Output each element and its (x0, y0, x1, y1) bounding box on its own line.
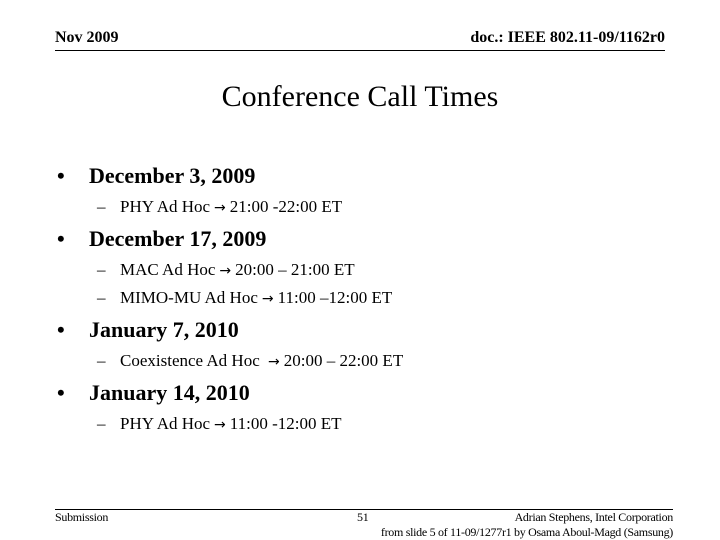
header-doc-id: doc.: IEEE 802.11-09/1162r0 (470, 29, 665, 46)
dash-icon: – (97, 288, 106, 307)
page-number: 51 (357, 510, 369, 524)
bullet-item (57, 226, 266, 252)
dash-icon: – (97, 351, 106, 370)
sub-item (97, 260, 355, 280)
slide-title: Conference Call Times (221, 80, 499, 113)
arrow-right-icon: → (214, 417, 226, 433)
dash-icon: – (97, 414, 106, 433)
bullet-label: January 7, 2010 (89, 317, 239, 342)
dash-icon: – (97, 197, 106, 216)
sub-item-text: PHY Ad Hoc (120, 197, 211, 216)
sub-item-text: PHY Ad Hoc (120, 414, 211, 433)
sub-item-time: 11:00 –12:00 ET (277, 288, 393, 307)
header-divider (55, 50, 665, 51)
footer-source: from slide 5 of 11-09/1277r1 by Osama Aboul-Magd (Samsung) (380, 525, 673, 539)
sub-item-text: Coexistence Ad Hoc (120, 351, 264, 370)
sub-item (97, 414, 342, 434)
sub-item-time: 21:00 -22:00 ET (229, 197, 343, 216)
sub-item (97, 288, 392, 308)
arrow-right-icon: → (214, 200, 226, 216)
sub-item-time: 11:00 -12:00 ET (229, 414, 342, 433)
footer-submission: Submission (55, 510, 109, 524)
sub-item-text: MIMO-MU Ad Hoc (120, 288, 258, 307)
bullet-label: January 14, 2010 (89, 380, 250, 405)
bullet-item (57, 163, 255, 189)
bullet-label: December 17, 2009 (89, 226, 267, 251)
header-date: Nov 2009 (55, 29, 119, 46)
bullet-dot-icon: • (57, 226, 65, 251)
bullet-label: December 3, 2009 (89, 163, 256, 188)
bullet-item (57, 317, 239, 343)
bullet-item (57, 380, 250, 406)
arrow-right-icon: → (261, 291, 274, 307)
sub-item (97, 351, 403, 371)
arrow-right-icon: → (268, 354, 280, 370)
dash-icon: – (97, 260, 106, 279)
bullet-dot-icon: • (57, 317, 65, 342)
arrow-right-icon: → (219, 263, 232, 279)
bullet-dot-icon: • (57, 163, 65, 188)
bullet-dot-icon: • (57, 380, 65, 405)
footer-author: Adrian Stephens, Intel Corporation (514, 510, 673, 524)
sub-item (97, 197, 342, 217)
sub-item-time: 20:00 – 22:00 ET (283, 351, 404, 370)
sub-item-text: MAC Ad Hoc (120, 260, 216, 279)
sub-item-time: 20:00 – 21:00 ET (235, 260, 355, 279)
